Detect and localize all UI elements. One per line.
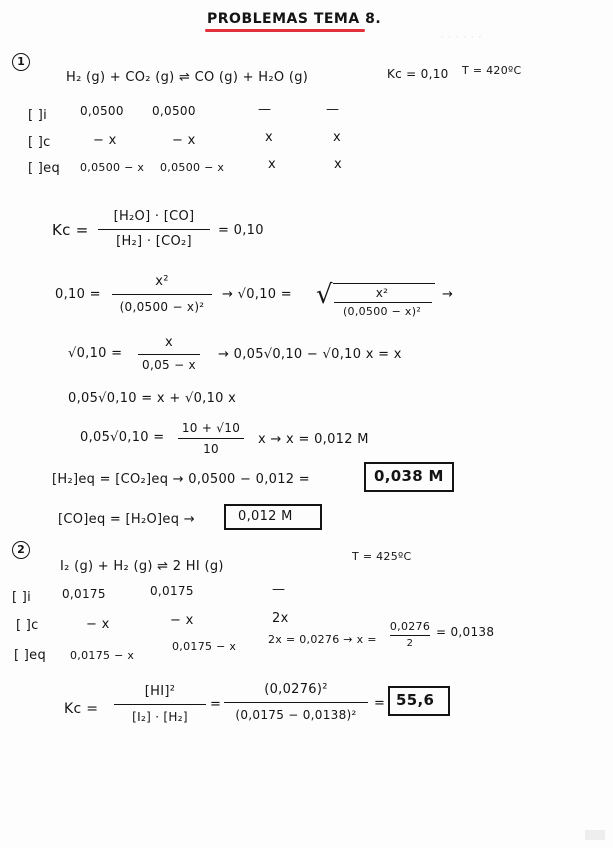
fraction-bar	[98, 229, 210, 230]
p2-cell: —	[272, 582, 286, 597]
p1-kc-fraction	[98, 210, 210, 223]
p1-temp: T = 420ºC	[462, 64, 522, 77]
fraction-bar	[138, 354, 200, 355]
eq3-num-wrap	[138, 336, 200, 349]
eq2-lhs: 0,10 =	[55, 287, 101, 302]
eq2-rnum-wrap	[330, 287, 434, 299]
eq7-result: 0,012 M	[238, 509, 293, 524]
numerator: 0,0276	[389, 620, 431, 633]
p2-row-label: [ ]c	[16, 618, 39, 633]
denominator: 10	[203, 442, 219, 456]
p2-cell: 0,0175	[62, 587, 106, 601]
p2-x-den-wrap	[388, 639, 432, 649]
numerator: x²	[375, 286, 389, 300]
fraction-bar	[112, 294, 212, 295]
page-title: PROBLEMAS TEMA 8.	[207, 11, 382, 27]
eq7: [CO]eq = [H₂O]eq →	[58, 512, 195, 527]
p2-kc-den-wrap	[114, 711, 206, 723]
p1-cell: x	[334, 157, 342, 172]
p1-kc-rhs: = 0,10	[218, 223, 264, 238]
eq2-arrow: →	[442, 287, 454, 302]
p1-cell: x	[268, 157, 276, 172]
p1-cell: 0,0500	[80, 104, 124, 118]
p2-row-label: [ ]i	[12, 590, 32, 605]
denominator: [I₂] · [H₂]	[132, 710, 188, 724]
numerator: x	[165, 335, 173, 350]
p2-kc-den2-wrap	[224, 709, 368, 721]
p2-row-label: [ ]eq	[14, 648, 47, 663]
p2-cell: 0,0175 − x	[70, 649, 135, 662]
p2-cell: 2x = 0,0276 → x =	[268, 633, 377, 646]
bleed-through: · · · · · ·	[440, 30, 482, 44]
p1-reaction: H₂ (g) + CO₂ (g) ⇌ CO (g) + H₂O (g)	[66, 70, 309, 85]
problem-2-number: 2	[12, 541, 30, 559]
numerator: 10 + √10	[181, 421, 241, 435]
p2-kc-num-wrap	[114, 685, 206, 698]
p1-cell: —	[326, 102, 340, 117]
sqrt-overline	[333, 283, 435, 284]
p2-cell: 2x	[272, 611, 289, 626]
denominator: (0,0175 − 0,0138)²	[235, 708, 357, 722]
eq3-rhs: → 0,05√0,10 − √0,10 x = x	[218, 347, 402, 362]
denominator: (0,0500 − x)²	[342, 305, 422, 318]
denominator: [H₂] · [CO₂]	[116, 234, 192, 249]
title-underline	[205, 29, 365, 32]
eq5-rhs: x → x = 0,012 M	[258, 432, 369, 447]
problem-1-number: 1	[12, 53, 30, 71]
eq5-lhs: 0,05√0,10 =	[80, 430, 165, 445]
eq4: 0,05√0,10 = x + √0,10 x	[68, 391, 237, 406]
sqrt-symbol: √	[316, 280, 333, 310]
eq2-den-wrap	[112, 301, 212, 313]
p2-x-num-wrap	[388, 621, 432, 632]
p2-kc-lhs: Kc =	[64, 701, 99, 717]
eq6: [H₂]eq = [CO₂]eq → 0,0500 − 0,012 =	[52, 472, 310, 487]
eq2-num-wrap	[112, 275, 212, 288]
fraction-bar	[224, 702, 368, 703]
eq3-den-wrap	[138, 359, 200, 371]
eq6-result: 0,038 M	[374, 467, 444, 485]
p2-kc-eq2: =	[374, 696, 386, 711]
p1-row-label: [ ]i	[28, 108, 48, 123]
eq2-mid: → √0,10 =	[222, 287, 292, 302]
p1-cell: 0,0500 − x	[160, 161, 225, 174]
p1-cell: x	[265, 130, 273, 145]
p2-cell: − x	[86, 617, 110, 632]
p1-row-label: [ ]c	[28, 135, 51, 150]
p2-reaction: I₂ (g) + H₂ (g) ⇌ 2 HI (g)	[60, 559, 224, 574]
scanner-watermark	[585, 830, 605, 840]
p1-cell: − x	[172, 133, 196, 148]
p1-kc: Kc = 0,10	[387, 67, 449, 81]
numerator: [H₂O] · [CO]	[113, 209, 195, 224]
numerator: x²	[155, 274, 169, 289]
p2-kc-eq: =	[210, 697, 222, 712]
eq5-num-wrap	[176, 422, 246, 434]
p1-kc-lhs: Kc =	[52, 221, 89, 239]
p2-kc-num2-wrap	[224, 683, 368, 696]
p2-temp: T = 425ºC	[352, 550, 412, 563]
p2-cell: 0,0175	[150, 584, 194, 598]
fraction-bar	[178, 438, 244, 439]
p1-cell: 0,0500 − x	[80, 161, 145, 174]
eq2-rden-wrap	[330, 306, 434, 317]
fraction-bar	[390, 635, 430, 636]
fraction-bar	[334, 302, 432, 303]
p2-x-rhs: = 0,0138	[436, 625, 495, 639]
p1-cell: x	[333, 130, 341, 145]
denominator: (0,0500 − x)²	[119, 300, 205, 314]
fraction-bar	[114, 704, 206, 705]
denominator: 0,05 − x	[142, 358, 196, 372]
numerator: [HI]²	[144, 684, 176, 699]
p1-cell: − x	[93, 133, 117, 148]
p1-kc-den-wrap	[98, 235, 210, 248]
eq3-lhs: √0,10 =	[68, 346, 123, 361]
p2-cell: − x	[170, 613, 194, 628]
denominator: 2	[406, 638, 414, 649]
p2-cell: 0,0175 − x	[172, 640, 237, 653]
p1-cell: —	[258, 102, 272, 117]
p2-kc-result: 55,6	[396, 691, 435, 709]
p1-cell: 0,0500	[152, 104, 196, 118]
p1-row-label: [ ]eq	[28, 161, 61, 176]
eq5-den-wrap	[176, 443, 246, 455]
numerator: (0,0276)²	[264, 682, 328, 697]
